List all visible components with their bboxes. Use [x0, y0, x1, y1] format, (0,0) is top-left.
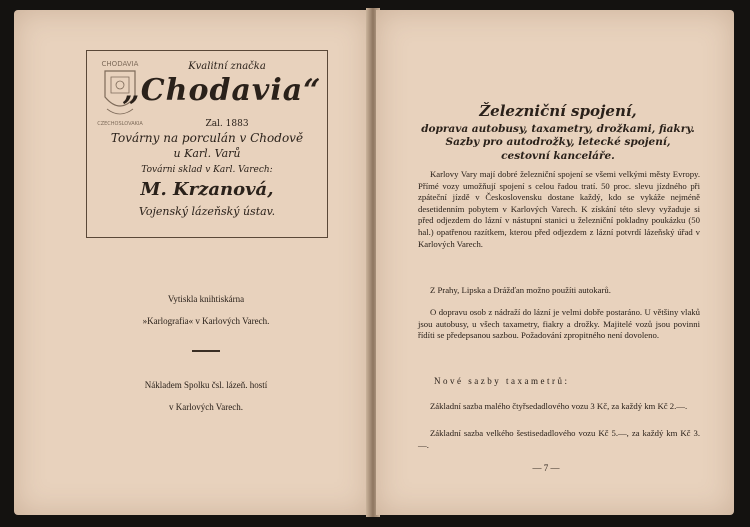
paragraph-small-car-rate: Základní sazba malého čtyřsedadlového vozu 3 Kč, za každý km Kč 2.—.: [430, 401, 688, 411]
paragraph-large-car-rate: Základní sazba velkého šestisedadlového vozu Kč 5.—, za každý km Kč 3.—.: [418, 428, 700, 450]
paragraph-autocars: Z Prahy, Lipska a Drážďan možno použíti autokarů.: [430, 285, 611, 295]
section-subtitle-3: cestovní kanceláře.: [501, 150, 615, 162]
printer-line-2: »Karlografia« v Karlových Varech.: [142, 316, 270, 326]
taxi-rates-heading: Nové sazby taxametrů:: [434, 376, 570, 386]
ad-founded: Zal. 1883: [205, 119, 249, 129]
svg-text:CHODAVIA: CHODAVIA: [101, 60, 139, 68]
left-page: [14, 10, 370, 515]
section-title: Železniční spojení,: [479, 102, 637, 120]
paragraph-transport: O dopravu osob z nádraží do lázní je velmi dobře postaráno. U většiny vlaků jsou autobusy, u všech taxametry, fiakry a drožky. Majitelé vozů jsou povinni řídíti se předepsanou sazbou. Požadování zpropitného není dovoleno.: [418, 307, 700, 341]
paragraph-railway: Karlovy Vary mají dobré železniční spojení se všemi velkými městy Evropy. Přímé vozy umožňují spojení s celou řadou tratí. 50 proc. slevu jízdného při zpáteční jízdě v Československu dostane každý, kdo se vykáže nejméně desetidenním pobytem v Karlových Varech. K získání této slevy vyžaduje si před odjezdem do lázní v nástupní stanici u železniční pokladny poukázku (50 hal.) opatřenou razítkem, kterou před odjezdem z lázní potvrdí lázeňský úřad v Karlových Varech.: [418, 169, 700, 249]
right-page: [376, 10, 734, 515]
ad-brand-name: „Chodavia“: [122, 73, 322, 108]
ad-owner: M. Krzanová,: [140, 179, 274, 200]
advertisement-box: [86, 50, 328, 238]
page-number: — 7 —: [532, 463, 560, 473]
ad-address: Vojenský lázeňský ústav.: [138, 205, 276, 218]
ad-location: u Karl. Varů: [173, 147, 241, 160]
publisher-line-1: Nákladem Spolku čsl. lázeň. hostí: [144, 380, 268, 390]
ad-tagline: Kvalitní značka: [188, 61, 266, 72]
ad-warehouse: Továrni sklad v Karl. Varech:: [141, 165, 273, 175]
section-subtitle-1: doprava autobusy, taxametry, drožkami, fiakry.: [421, 123, 695, 135]
ad-factory: Továrny na porculán v Chodově: [110, 131, 304, 145]
divider: [192, 350, 220, 352]
publisher-line-2: v Karlových Varech.: [168, 402, 244, 412]
printer-line-1: Vytiskla knihtiskárna: [167, 294, 245, 304]
section-subtitle-2: Sazby pro autodrožky, letecké spojení,: [445, 136, 671, 148]
svg-text:CZECHOSLOVAKIA: CZECHOSLOVAKIA: [97, 121, 143, 127]
